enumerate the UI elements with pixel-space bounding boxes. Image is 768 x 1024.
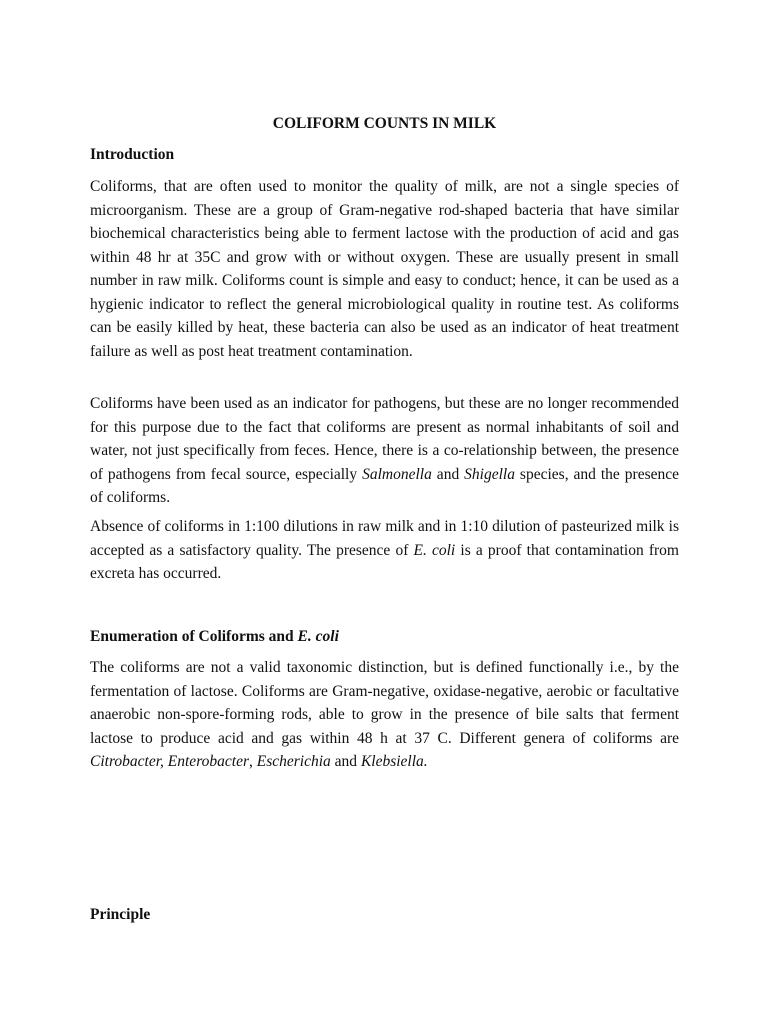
paragraph-intro-1 xyxy=(90,175,679,363)
paragraph-intro-2 xyxy=(90,392,679,510)
text-run: and xyxy=(330,753,361,770)
italic-run: Citrobacter, Enterobacter xyxy=(90,753,249,770)
paragraph-intro-3 xyxy=(90,515,679,586)
paragraph-enumeration-1 xyxy=(90,656,679,774)
italic-run: Shigella xyxy=(464,465,515,483)
text-run: species, and the presence of coliforms. xyxy=(90,465,679,506)
italic-run: E. coli xyxy=(413,541,456,559)
text-run: is a proof that contamination from excreta has occurred. xyxy=(90,541,679,582)
text-run: and xyxy=(431,465,465,483)
italic-run: Escherichia xyxy=(256,753,331,770)
section-heading-enumeration xyxy=(90,627,339,647)
text-run: Absence of coliforms in 1:100 dilutions in raw milk and in 1:10 dilution of pasteurized milk is accepted as a satisfactory quality. The presence of xyxy=(90,518,679,559)
italic-run: Klebsiella. xyxy=(360,753,428,770)
section-heading-introduction: Introduction xyxy=(90,146,175,163)
heading-run: Enumeration of Coliforms and xyxy=(90,628,298,645)
text-run: Coliforms have been used as an indicator for pathogens, but these are no longer recommended for this purpose due to the fact that coliforms are present as normal inhabitants of soil and water, not just specifically from feces. Hence, there is a co-relationship between, the presence of pathogens from fecal source, especially xyxy=(90,395,679,483)
text-run: , xyxy=(249,753,257,770)
text-run: Coliforms, that are often used to monitor the quality of milk, are not a single species of microorganism. These are a group of Gram-negative rod-shaped bacteria that have similar biochemical characteristics being able to ferment lactose with the production of acid and gas within 48 hr at 35C and grow with or without oxygen. These are usually present in small number in raw milk. Coliforms count is simple and easy to conduct; hence, it can be used as a hygienic indicator to reflect the general microbiological quality in routine test. As coliforms can be easily killed by heat, these bacteria can also be used as an indicator of heat treatment failure as well as post heat treatment contamination. xyxy=(90,178,679,360)
text-run: The coliforms are not a valid taxonomic distinction, but is defined functionally i.e., by the fermentation of lactose. Coliforms are Gram-negative, oxidase-negative, aerobic or facultative anaerobic non-spore-forming rods, able to grow in the presence of bile salts that ferment lactose to produce acid and gas within 48 h at 37 C. Different genera of coliforms are xyxy=(90,659,679,747)
heading-italic-run: E. coli xyxy=(297,628,339,645)
italic-run: Salmonella xyxy=(362,465,432,483)
section-heading-principle: Principle xyxy=(90,906,151,923)
document-title: COLIFORM COUNTS IN MILK xyxy=(272,115,497,132)
